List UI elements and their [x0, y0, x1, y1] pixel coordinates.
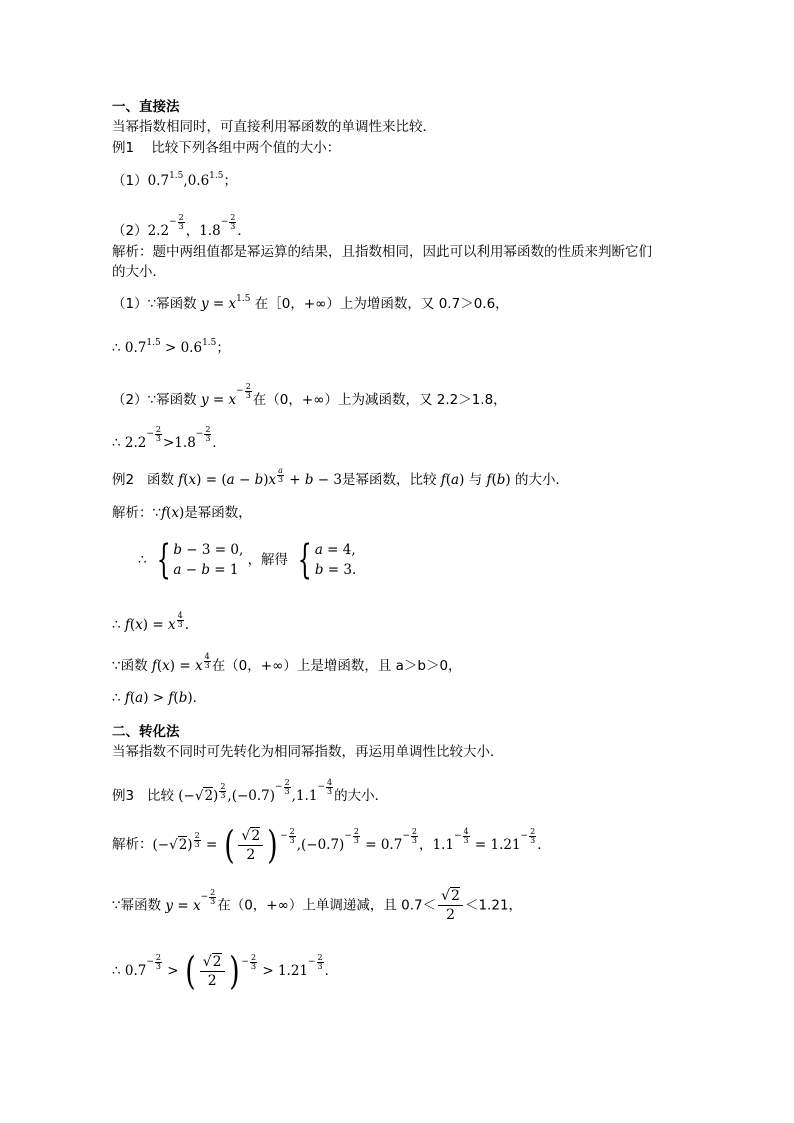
- formula-fx-x43: ∴ f(x) = x $\frac{4}{3}$ ．: [112, 611, 199, 633]
- ex1-analysis-line1: 解析：题中两组值都是幂运算的结果，且指数相同，因此可以利用幂函数的性质来判断它们: [112, 244, 652, 260]
- ex2-conclusion: ∴ f(a) > f(b)．: [112, 690, 207, 706]
- formula-conclusion2: ∴ 2.2− $\frac{2}{3}$ >1.8− $\frac{2}{3}$ ．: [112, 425, 226, 451]
- ex2-prompt-line: 例2 函数 f(x) = (a − b)x $\frac{a}{3}$ + b − 3是幂函数，比较 f(a) 与 f(b) 的大小．: [112, 466, 569, 488]
- ex3-decreasing: ∵幂函数 y = x− $\frac{2}{3}$ 在（0，+∞）上单调递减，且 0.7＜ $\frac{√2}{2}$ ＜1.21，: [112, 887, 523, 923]
- ex1-prompt: 比较下列各组中两个值的大小：: [151, 140, 341, 156]
- formula-conclusion1: ∴ $0.7^{1.5} > 0.6^{1.5}$；: [112, 338, 230, 356]
- equation-system-2: { a = 4, b = 3.: [298, 537, 357, 583]
- formula-ex3-conclusion: ∴ 0.7− $\frac{2}{3}$ > ( $\frac{√2}{2}$ ) − $\frac{2}{3}$ > 1.21− $\frac{2}{3}$ ．: [112, 949, 339, 993]
- left-brace-icon: {: [298, 537, 313, 583]
- section1-intro: 当幂指数相同时，可直接利用幂函数的单调性来比较．: [112, 119, 436, 135]
- ex1-conclusion2: [112, 426, 226, 453]
- section2-title: 二、转化法: [112, 724, 180, 740]
- ex1-analysis-line2: 的大小．: [112, 264, 166, 280]
- formula-power-1-5: $y = x^{1.5}$: [200, 294, 251, 312]
- formula-ex1-part2: 2.2− $\frac{2}{3}$ ，1.8− $\frac{2}{3}$ ．: [147, 213, 251, 239]
- ex1-part2: （2）2.2− $\frac{2}{3}$ ，1.8− $\frac{2}{3}$ ．: [112, 213, 251, 239]
- ex3-conclusion: [112, 949, 339, 993]
- ex1-label: 例1: [112, 140, 135, 156]
- left-brace-icon: {: [156, 537, 171, 583]
- ex3-prompt-line: 例3 比较 (−√2) $\frac{2}{3}$ ,(−0.7)− $\frac{2}{3}$ ,1.1− $\frac{4}{3}$ 的大小．: [112, 778, 389, 804]
- section1-title: 一、直接法: [112, 99, 180, 115]
- ex2-label: 例2: [112, 472, 135, 488]
- ex3-label: 例3: [112, 788, 135, 804]
- formula-ex3-transform: (−√2) $\frac{2}{3}$ = ( $\frac{√2}{2}$ ) − $\frac{2}{3}$ ,(−0.7)− $\frac{2}{3}$ = 0.7− $\frac{2}{3}$ ，1.1− $\frac{4}{3}$ = 1.21− $\frac{2}{3}$ ．: [152, 823, 551, 867]
- formula-power-neg-2-3: y = x− $\frac{2}{3}$: [200, 382, 251, 408]
- ex1-step2: （2）∵幂函数 y = x− $\frac{2}{3}$ 在（0，+∞）上为减函数，又 2.2＞1.8，: [112, 382, 507, 408]
- ex2-result: [112, 612, 198, 635]
- ex1-part1: $(1)0.7^{1.5},0.6^{1.5}$；: [112, 171, 237, 189]
- ex2-system: ∴ { b − 3 = 0, a − b = 1 ，解得 { a = 4, b = 3.: [138, 537, 357, 583]
- formula-ex1-part1: $0.7^{1.5},0.6^{1.5}$；: [147, 171, 237, 189]
- ex2-increasing: ∵函数 f(x) = x $\frac{4}{3}$ 在（0，+∞）上是增函数，且 a＞b＞0，: [112, 652, 462, 674]
- formula-ex3-values: (−√2) $\frac{2}{3}$ ,(−0.7)− $\frac{2}{3}$ ,1.1− $\frac{4}{3}$: [178, 778, 333, 804]
- ex3-analysis: 解析：(−√2) $\frac{2}{3}$ = ( $\frac{√2}{2}$ ) − $\frac{2}{3}$ ,(−0.7)− $\frac{2}{3}$ = 0.7− $\frac{2}{3}$ ，1.1− $\frac{4}{3}$ = 1.21− $\frac{2}{3}$ ．: [112, 823, 551, 867]
- ex2-analysis: 解析：∵f(x)是幂函数，: [112, 505, 252, 521]
- ex1-prompt-line: [112, 138, 340, 158]
- formula-ex2-function: f(x) = (a − b)x $\frac{a}{3}$ + b − 3: [178, 466, 342, 488]
- equation-system-1: { b − 3 = 0, a − b = 1: [156, 537, 244, 583]
- ex1-conclusion1: [112, 338, 230, 358]
- ex1-step1: （1）∵幂函数 $y = x^{1.5}$ 在［0，+∞）上为增函数，又 0.7＞0.6，: [112, 294, 509, 312]
- section2-intro: 当幂指数不同时可先转化为相同幂指数，再运用单调性比较大小．: [112, 744, 504, 760]
